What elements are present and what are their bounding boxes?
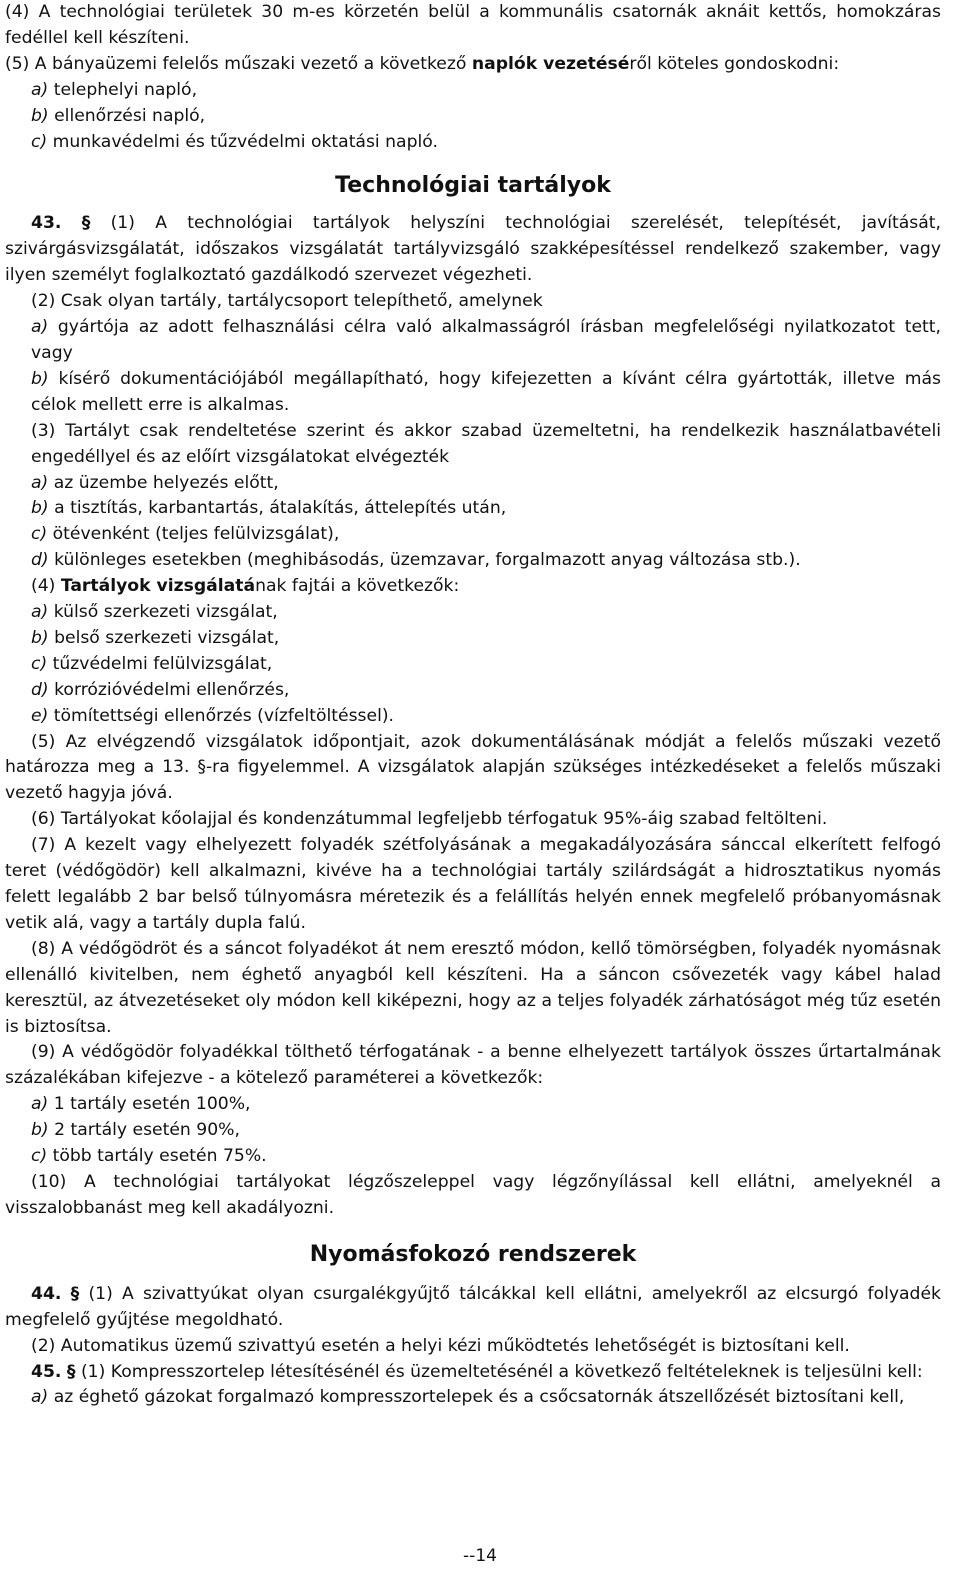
section-heading-nyomasfokozo-rendszerek: Nyomásfokozó rendszerek xyxy=(309,1241,637,1267)
list-text: belső szerkezeti vizsgálat, xyxy=(48,627,280,648)
list-item xyxy=(5,678,941,704)
list-label: a) xyxy=(31,472,49,493)
list-item xyxy=(5,496,941,522)
list-text: külső szerkezeti vizsgálat, xyxy=(48,602,278,623)
list-label: e) xyxy=(31,705,49,726)
paragraph-5-start: (5) A bányaüzemi felelős műszaki vezető a következő xyxy=(5,53,472,74)
list-text: tűzvédelmi felülvizsgálat, xyxy=(47,653,273,674)
list-item xyxy=(5,600,941,626)
list-label: c) xyxy=(31,1146,48,1167)
section-sign: § xyxy=(70,1283,80,1304)
paragraph-5-bold: naplók vezetésé xyxy=(471,53,630,74)
list-label: b) xyxy=(31,498,49,519)
list-item xyxy=(5,1118,941,1144)
list-label: b) xyxy=(31,105,49,126)
list-text: tömítettségi ellenőrzés (vízfeltöltéssel). xyxy=(48,705,395,726)
list-label: c) xyxy=(31,653,48,674)
list-label: a) xyxy=(31,317,49,338)
list-label: c) xyxy=(31,524,48,545)
list-label: a) xyxy=(31,79,49,100)
list-label: d) xyxy=(31,679,49,700)
list-label: a) xyxy=(31,1387,49,1408)
list-label: b) xyxy=(31,627,49,648)
paragraph-4-tartalyok xyxy=(5,574,941,600)
section-45-paragraph-1 xyxy=(5,1360,941,1386)
paragraph-5 xyxy=(5,52,941,78)
list-text: gyártója az adott felhasználási célra való alkalmasságról írásban megfelelőségi nyilatkozatot tett, vagy xyxy=(31,317,941,363)
paragraph-7: (7) A kezelt vagy elhelyezett folyadék szétfolyásának a megakadályozására sánccal elkerített felfogó teret (védőgödör) kell alkalmazni, kivéve ha a technológiai tartály szilárdságát a hidrosztatikus nyomás felett legalább 2 bar belső túlnyomásra méretezik és a felállítás helyén ennek megfelelő próbanyomásnak vetik alá, vagy a tartály dupla falú. xyxy=(5,835,941,933)
list-text: az éghető gázokat forgalmazó kompresszortelepek és a csőcsatornák átszellőzését biztosítani kell, xyxy=(48,1387,905,1408)
list-text: különleges esetekben (meghibásodás, üzemzavar, forgalmazott anyag változása stb.). xyxy=(48,550,801,571)
list-item xyxy=(5,626,941,652)
list-text: 1 tartály esetén 100%, xyxy=(48,1094,251,1115)
paragraph-9: (9) A védőgödör folyadékkal tölthető térfogatának - a benne elhelyezett tartályok összes űrtartalmának százalékában kifejezve - a kötelező paraméterei a következők: xyxy=(5,1042,941,1089)
list-item xyxy=(5,522,941,548)
list-label: d) xyxy=(31,550,49,571)
list-item xyxy=(5,652,941,678)
list-text: 2 tartály esetén 90%, xyxy=(48,1120,240,1141)
list-text: munkavédelmi és tűzvédelmi oktatási napló. xyxy=(47,131,438,152)
paragraph-10: (10) A technológiai tartályokat légzőszeleppel vagy légzőnyílással kell ellátni, amelyeknél a visszalobbanást meg kell akadályozni. xyxy=(5,1171,941,1218)
paragraph-5-vizsgalatok: (5) Az elvégzendő vizsgálatok időpontjait, azok dokumentálásának módját a felelős műszaki vezető határozza meg a 13. §-ra figyelemmel. A vizsgálatok alapján szükséges intézkedéseket a felelős műszaki vezető hagyja jóvá. xyxy=(5,731,941,804)
list-label: c) xyxy=(31,131,48,152)
paragraph-8: (8) A védőgödröt és a sáncot folyadékot át nem eresztő módon, kellő tömörségben, folyadék nyomásnak ellenálló kivitelben, nem éghető anyagból kell készíteni. Ha a sáncon csővezeték vagy kábel halad keresztül, az átvezetéseket oly módon kell kiképezni, hogy az a teljes folyadék zárhatóságot még tűz esetén is biztosítsa. xyxy=(5,938,941,1037)
paragraph-text: nak fajtái a következők: xyxy=(255,576,460,597)
paragraph-6: (6) Tartályokat kőolajjal és kondenzátummal legfeljebb térfogatuk 95%-áig szabad feltölteni. xyxy=(31,809,828,830)
section-sign: § xyxy=(66,1361,76,1382)
section-43-paragraph-1 xyxy=(5,211,941,289)
paragraph-3: (3) Tartályt csak rendeltetése szerint és akkor szabad üzemeltetni, ha rendelkezik használatbavételi engedéllyel és az előírt vizsgálatokat elvégezték xyxy=(31,420,941,467)
list-item xyxy=(5,1385,941,1411)
list-text: az üzembe helyezés előtt, xyxy=(48,472,279,493)
paragraph-4: (4) A technológiai területek 30 m-es körzetén belül a kommunális csatornák aknáit kettős, homokzáras fedéllel kell készíteni. xyxy=(5,2,941,48)
list-text: a tisztítás, karbantartás, átalakítás, áttelepítés után, xyxy=(48,498,507,519)
list-item xyxy=(5,78,941,104)
section-number: 43. xyxy=(31,213,62,234)
paragraph-text: (1) Kompresszortelep létesítésénél és üzemeltetésénél a következő feltételeknek is teljesülni kell: xyxy=(75,1361,923,1382)
paragraph-text: (1) A technológiai tartályok helyszíni technológiai szerelését, telepítését, javítását, szivárgásvizsgálatát, időszakos vizsgálatát tartályvizsgáló szakképesítéssel rendelkező szakember, vagy ilyen személyt foglalkoztató gazdálkodó szervezet végezheti. xyxy=(5,213,941,286)
section-number: 45. xyxy=(31,1361,62,1382)
list-item xyxy=(5,1092,941,1118)
list-item xyxy=(5,704,941,730)
list-text: ellenőrzési napló, xyxy=(48,105,206,126)
paragraph-5-end: ről köteles gondoskodni: xyxy=(629,53,840,74)
list-text: ötévenként (teljes felülvizsgálat), xyxy=(47,524,340,545)
page-number: --14 xyxy=(463,1546,497,1566)
list-label: a) xyxy=(31,602,49,623)
bold-term: Tartályok vizsgálatá xyxy=(60,576,256,597)
section-44-paragraph-2: (2) Automatikus üzemű szivattyú esetén a helyi kézi működtetés lehetőségét is biztosítani kell. xyxy=(31,1335,850,1356)
list-item xyxy=(5,1144,941,1170)
list-text: kísérő dokumentációjából megállapítható, hogy kifejezetten a kívánt célra gyártották, illetve más célok mellett erre is alkalmas. xyxy=(31,368,941,415)
list-label: b) xyxy=(31,368,49,389)
list-item xyxy=(5,130,941,156)
section-heading-technologiai-tartalyok: Technológiai tartályok xyxy=(335,173,611,199)
paragraph-text: (4) xyxy=(31,576,61,597)
list-item xyxy=(5,315,941,367)
list-text: több tartály esetén 75%. xyxy=(47,1146,267,1167)
list-item xyxy=(5,548,941,574)
section-44-paragraph-1 xyxy=(5,1282,941,1334)
document-page xyxy=(5,0,941,1411)
paragraph-text: (1) A szivattyúkat olyan csurgalékgyűjtő tálcákkal kell ellátni, amelyekről az elcsurgó folyadék megfelelő gyűjtése megoldható. xyxy=(5,1283,941,1330)
list-label: a) xyxy=(31,1094,49,1115)
section-number: 44. xyxy=(31,1283,62,1304)
list-text: telephelyi napló, xyxy=(48,79,198,100)
list-item xyxy=(5,367,941,419)
paragraph-2: (2) Csak olyan tartály, tartálycsoport telepíthető, amelynek xyxy=(31,291,543,312)
section-sign: § xyxy=(81,213,91,234)
list-item xyxy=(5,104,941,130)
list-text: korrózióvédelmi ellenőrzés, xyxy=(48,679,290,700)
list-label: b) xyxy=(31,1120,49,1141)
list-item xyxy=(5,471,941,497)
